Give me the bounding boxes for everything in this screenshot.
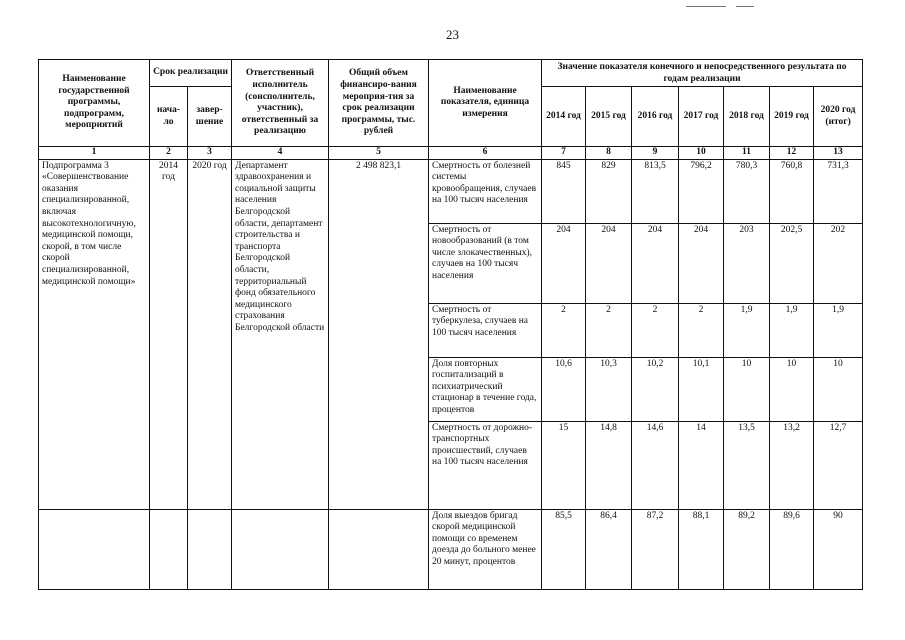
column-number: 6 bbox=[429, 147, 542, 160]
header-term-end: завер-шение bbox=[188, 87, 232, 147]
indicator-value: 10 bbox=[814, 357, 863, 421]
program-name: Подпрограмма 3 «Совершенствование оказания специализированной, включая высокотехнологичную, медицинской помощи, скорой, в том числе скорой специализированной, медицинской помощи» bbox=[39, 159, 150, 509]
indicator-value: 2 bbox=[542, 303, 586, 357]
indicator-value: 2 bbox=[586, 303, 632, 357]
header-values-title: Значение показателя конечного и непосредственного результата по годам реализации bbox=[542, 60, 863, 87]
column-number: 1 bbox=[39, 147, 150, 160]
empty-cell bbox=[329, 509, 429, 589]
indicator-value: 813,5 bbox=[632, 159, 679, 223]
indicator-value: 204 bbox=[542, 223, 586, 303]
indicator-value: 829 bbox=[586, 159, 632, 223]
header-financing: Общий объем финансиро-вания мероприя-тия за срок реализации программы, тыс. рублей bbox=[329, 60, 429, 147]
indicator-value: 2 bbox=[679, 303, 724, 357]
header-year: 2017 год bbox=[679, 87, 724, 147]
empty-cell bbox=[188, 509, 232, 589]
column-number: 9 bbox=[632, 147, 679, 160]
indicator-value: 202,5 bbox=[770, 223, 814, 303]
indicator-value: 10,3 bbox=[586, 357, 632, 421]
indicator-value: 10 bbox=[770, 357, 814, 421]
header-year: 2014 год bbox=[542, 87, 586, 147]
column-number: 4 bbox=[232, 147, 329, 160]
indicator-name: Смертность от болезней системы кровообращения, случаев на 100 тысяч населения bbox=[429, 159, 542, 223]
page-number: 23 bbox=[446, 27, 459, 42]
indicator-name: Смертность от дорожно-транспортных происшествий, случаев на 100 тысяч населения bbox=[429, 421, 542, 509]
indicator-name: Смертность от новообразований (в том числе злокачественных), случаев на 100 тысяч населения bbox=[429, 223, 542, 303]
indicator-value: 796,2 bbox=[679, 159, 724, 223]
indicator-value: 2 bbox=[632, 303, 679, 357]
indicator-value: 12,7 bbox=[814, 421, 863, 509]
column-number: 8 bbox=[586, 147, 632, 160]
program-start: 2014 год bbox=[150, 159, 188, 509]
column-number: 12 bbox=[770, 147, 814, 160]
indicator-value: 13,5 bbox=[724, 421, 770, 509]
header-year: 2016 год bbox=[632, 87, 679, 147]
column-number: 3 bbox=[188, 147, 232, 160]
indicator-value: 204 bbox=[632, 223, 679, 303]
indicator-value: 85,5 bbox=[542, 509, 586, 589]
program-indicators-table bbox=[38, 59, 863, 590]
indicator-value: 90 bbox=[814, 509, 863, 589]
header-year: 2019 год bbox=[770, 87, 814, 147]
indicator-name: Смертность от туберкулеза, случаев на 100 тысяч населения bbox=[429, 303, 542, 357]
indicator-value: 10,6 bbox=[542, 357, 586, 421]
table-row bbox=[39, 509, 863, 589]
column-number: 13 bbox=[814, 147, 863, 160]
indicator-value: 204 bbox=[679, 223, 724, 303]
indicator-value: 14,6 bbox=[632, 421, 679, 509]
table-row bbox=[39, 159, 863, 223]
indicator-value: 202 bbox=[814, 223, 863, 303]
indicator-value: 204 bbox=[586, 223, 632, 303]
top-margin-mark bbox=[686, 6, 726, 7]
indicator-value: 845 bbox=[542, 159, 586, 223]
header-program-name: Наименование государственной программы, подпрограмм, мероприятий bbox=[39, 60, 150, 147]
indicator-value: 780,3 bbox=[724, 159, 770, 223]
header-term: Срок реализации bbox=[150, 60, 232, 87]
column-number: 2 bbox=[150, 147, 188, 160]
indicator-value: 13,2 bbox=[770, 421, 814, 509]
indicator-value: 1,9 bbox=[770, 303, 814, 357]
header-indicator: Наименование показателя, единица измерения bbox=[429, 60, 542, 147]
header-year: 2018 год bbox=[724, 87, 770, 147]
header-responsible: Ответственный исполнитель (соисполнитель, участник), ответственный за реализацию bbox=[232, 60, 329, 147]
indicator-value: 1,9 bbox=[724, 303, 770, 357]
indicator-value: 1,9 bbox=[814, 303, 863, 357]
indicator-value: 760,8 bbox=[770, 159, 814, 223]
column-number: 5 bbox=[329, 147, 429, 160]
column-number: 10 bbox=[679, 147, 724, 160]
indicator-value: 14,8 bbox=[586, 421, 632, 509]
header-year: 2020 год (итог) bbox=[814, 87, 863, 147]
indicator-value: 86,4 bbox=[586, 509, 632, 589]
top-margin-mark bbox=[736, 6, 754, 7]
indicator-value: 89,6 bbox=[770, 509, 814, 589]
indicator-value: 10,1 bbox=[679, 357, 724, 421]
indicator-value: 10 bbox=[724, 357, 770, 421]
program-responsible: Департамент здравоохранения и социальной защиты населения Белгородской области, департамент строительства и транспорта Белгородской области, территориальный фонд обязательного медицинского страхования Белгородской области bbox=[232, 159, 329, 509]
header-year: 2015 год bbox=[586, 87, 632, 147]
program-end: 2020 год bbox=[188, 159, 232, 509]
empty-cell bbox=[232, 509, 329, 589]
indicator-value: 10,2 bbox=[632, 357, 679, 421]
indicator-name: Доля выездов бригад скорой медицинской помощи со временем доезда до больного менее 20 минут, процентов bbox=[429, 509, 542, 589]
indicator-value: 731,3 bbox=[814, 159, 863, 223]
empty-cell bbox=[39, 509, 150, 589]
indicator-value: 15 bbox=[542, 421, 586, 509]
indicator-value: 89,2 bbox=[724, 509, 770, 589]
indicator-name: Доля повторных госпитализаций в психиатрический стационар в течение года, процентов bbox=[429, 357, 542, 421]
indicator-value: 88,1 bbox=[679, 509, 724, 589]
indicator-value: 14 bbox=[679, 421, 724, 509]
header-term-start: нача-ло bbox=[150, 87, 188, 147]
indicator-value: 203 bbox=[724, 223, 770, 303]
indicator-value: 87,2 bbox=[632, 509, 679, 589]
column-number: 11 bbox=[724, 147, 770, 160]
program-financing: 2 498 823,1 bbox=[329, 159, 429, 509]
column-number: 7 bbox=[542, 147, 586, 160]
column-numbers-row bbox=[39, 147, 863, 160]
empty-cell bbox=[150, 509, 188, 589]
